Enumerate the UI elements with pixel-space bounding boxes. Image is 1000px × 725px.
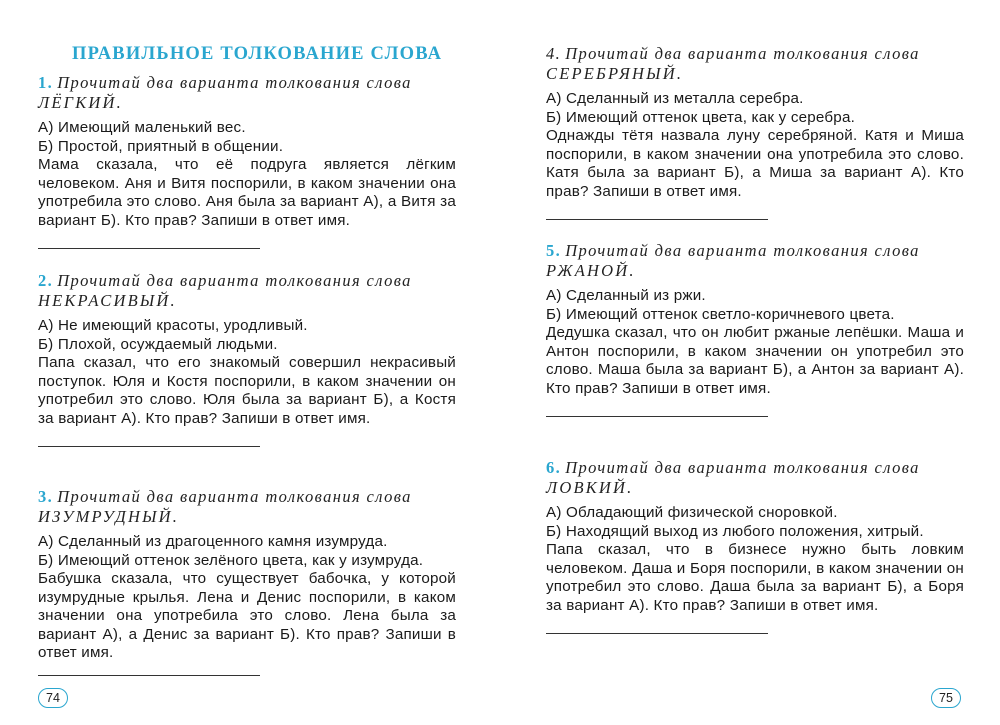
option-a: А) Обладающий физической сноровкой. [546,504,838,521]
task-4 [546,44,964,220]
task-prompt [546,44,964,63]
task-number: 4. [546,44,562,63]
task-prompt [38,487,456,506]
option-b: Б) Плохой, осуждаемый людьми. [38,335,278,353]
task-number: 5. [546,241,562,260]
option-b: Б) Простой, приятный в общении. [38,137,284,155]
page-number-right: 75 [931,688,961,708]
task-number: 2. [38,271,54,290]
task-2 [38,271,456,447]
task-options [38,119,456,156]
task-prompt [38,73,456,92]
answer-line[interactable] [546,219,768,220]
task-options [38,533,456,570]
task-prompt [38,271,456,290]
option-b: Б) Имеющий оттенок цвета, как у серебра. [546,108,856,126]
task-prompt-text: Прочитай два варианта толкования слова [57,487,412,506]
task-prompt-text: Прочитай два варианта толкования слова [57,271,412,290]
option-b: Б) Имеющий оттенок светло-коричневого цвета. [546,305,895,323]
page-number-left: 74 [38,688,68,708]
task-word: ЛЁГКИЙ. [38,93,123,112]
task-5 [546,241,964,417]
task-6 [546,458,964,634]
task-word: РЖАНОЙ. [546,261,636,280]
section-title: ПРАВИЛЬНОЕ ТОЛКОВАНИЕ СЛОВА [72,44,443,64]
task-word: ИЗУМРУДНЫЙ. [38,507,180,526]
option-a: А) Имеющий маленький вес. [38,119,246,136]
task-prompt-text: Прочитай два варианта толкования слова [57,73,412,92]
task-word: ЛОВКИЙ. [546,478,634,497]
task-story: Бабушка сказала, что существует бабочка, у которой изумрудные крылья. Лена и Денис поспорили, в каком значении она употребила это слово. Лена была за вариант А), а Денис за вариант Б). Кто прав? Запиши в ответ имя. [38,570,456,661]
task-options [546,90,964,127]
answer-line[interactable] [38,446,260,447]
task-options [38,317,456,354]
task-word: НЕКРАСИВЫЙ. [38,291,177,310]
task-1 [38,73,456,249]
task-3 [38,487,456,676]
task-story: Дедушка сказал, что он любит ржаные лепёшки. Маша и Антон поспорили, в каком значении он употребил это слово. Маша была за вариант Б), а Антон за вариант А). Кто прав? Запиши в ответ имя. [546,324,964,397]
option-a: А) Сделанный из драгоценного камня изумруда. [38,533,388,550]
option-b: Б) Находящий выход из любого положения, хитрый. [546,522,924,540]
option-a: А) Сделанный из ржи. [546,287,706,304]
task-prompt [546,458,964,477]
option-a: А) Не имеющий красоты, уродливый. [38,317,308,334]
task-number: 3. [38,487,54,506]
option-a: А) Сделанный из металла серебра. [546,90,804,107]
task-prompt-text: Прочитай два варианта толкования слова [565,44,920,63]
right-page [500,0,1000,725]
task-options [546,504,964,541]
answer-line[interactable] [546,416,768,417]
answer-line[interactable] [38,248,260,249]
task-prompt [546,241,964,260]
task-options [546,287,964,324]
option-b: Б) Имеющий оттенок зелёного цвета, как у изумруда. [38,551,424,569]
task-story: Мама сказала, что её подруга является лёгким человеком. Аня и Витя поспорили, в каком значении она употребила это слово. Аня была за вариант А), а Витя за вариант Б). Кто прав? Запиши в ответ имя. [38,156,456,229]
task-number: 1. [38,73,54,92]
task-story: Папа сказал, что его знакомый совершил некрасивый поступок. Юля и Костя поспорили, в каком значении он употребил это слово. Юля была за вариант Б), а Костя за вариант А). Кто прав? Запиши в ответ имя. [38,354,456,427]
task-prompt-text: Прочитай два варианта толкования слова [565,458,920,477]
task-word: СЕРЕБРЯНЫЙ. [546,64,684,83]
task-prompt-text: Прочитай два варианта толкования слова [565,241,920,260]
task-story: Папа сказал, что в бизнесе нужно быть ловким человеком. Даша и Боря поспорили, в каком значении он употребил это слово. Даша была за вариант Б), а Боря за вариант А). Кто прав? Запиши в ответ имя. [546,541,964,614]
answer-line[interactable] [546,633,768,634]
answer-line[interactable] [38,675,260,676]
task-story: Однажды тётя назвала луну серебряной. Катя и Миша поспорили, в каком значении она употребила это слово. Катя была за вариант Б), а Миша за вариант А). Кто прав? Запиши в ответ имя. [546,127,964,200]
task-number: 6. [546,458,562,477]
